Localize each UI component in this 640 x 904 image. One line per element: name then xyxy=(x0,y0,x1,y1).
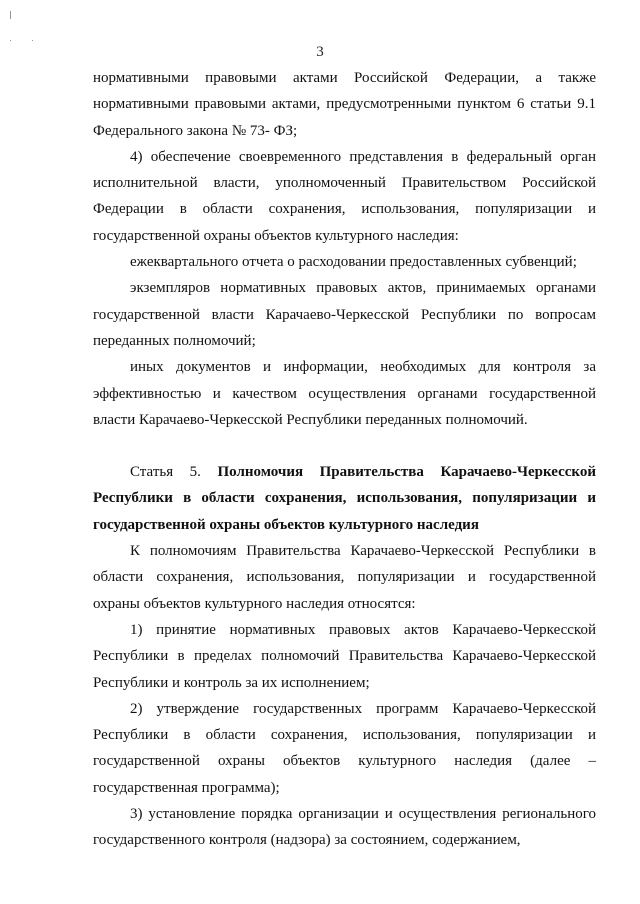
list-item: 2) утверждение государственных программ Карачаево-Черкесской Республики в области сохранения, использования, популяризации и государственной охраны объектов культурного наследия (далее – государственная программа); xyxy=(93,700,596,796)
paragraph: 4) обеспечение своевременного представления в федеральный орган исполнительной власти, уполномоченный Правительством Российской Федерации в области сохранения, использования, популяризации и государственной охраны объектов культурного наследия: xyxy=(93,148,596,244)
document-body xyxy=(93,65,596,854)
scan-mark xyxy=(10,11,11,19)
article-label: Статья 5. xyxy=(130,464,201,481)
article-title: Полномочия Правительства Карачаево-Черкесской Республики в области сохранения, использования, популяризации и государственной охраны объектов культурного наследия xyxy=(93,464,596,533)
paragraph: иных документов и информации, необходимых для контроля за эффективностью и качеством осуществления органами государственной власти Карачаево-Черкесской Республики переданных полномочий. xyxy=(93,359,596,428)
list-item: 3) установление порядка организации и осуществления регионального государственного контроля (надзора) за состоянием, содержанием, xyxy=(93,806,596,849)
scan-mark xyxy=(32,40,33,41)
list-item: 1) принятие нормативных правовых актов Карачаево-Черкесской Республики в пределах полномочий Правительства Карачаево-Черкесской Республики и контроль за их исполнением; xyxy=(93,621,596,691)
page-number: 3 xyxy=(316,44,324,60)
paragraph: нормативными правовыми актами Российской Федерации, а также нормативными правовыми актами, предусмотренными пунктом 6 статьи 9.1 Федерального закона № 73- ФЗ; xyxy=(93,70,596,139)
paragraph: экземпляров нормативных правовых актов, принимаемых органами государственной власти Карачаево-Черкесской Республики по вопросам переданных полномочий; xyxy=(93,280,596,349)
spacer xyxy=(93,433,596,459)
paragraph: ежеквартального отчета о расходовании предоставленных субвенций; xyxy=(130,254,577,271)
scan-mark xyxy=(10,40,11,41)
article-heading xyxy=(93,459,596,538)
paragraph: К полномочиям Правительства Карачаево-Черкесской Республики в области сохранения, использования, популяризации и государственной охраны объектов культурного наследия относятся: xyxy=(93,543,596,612)
